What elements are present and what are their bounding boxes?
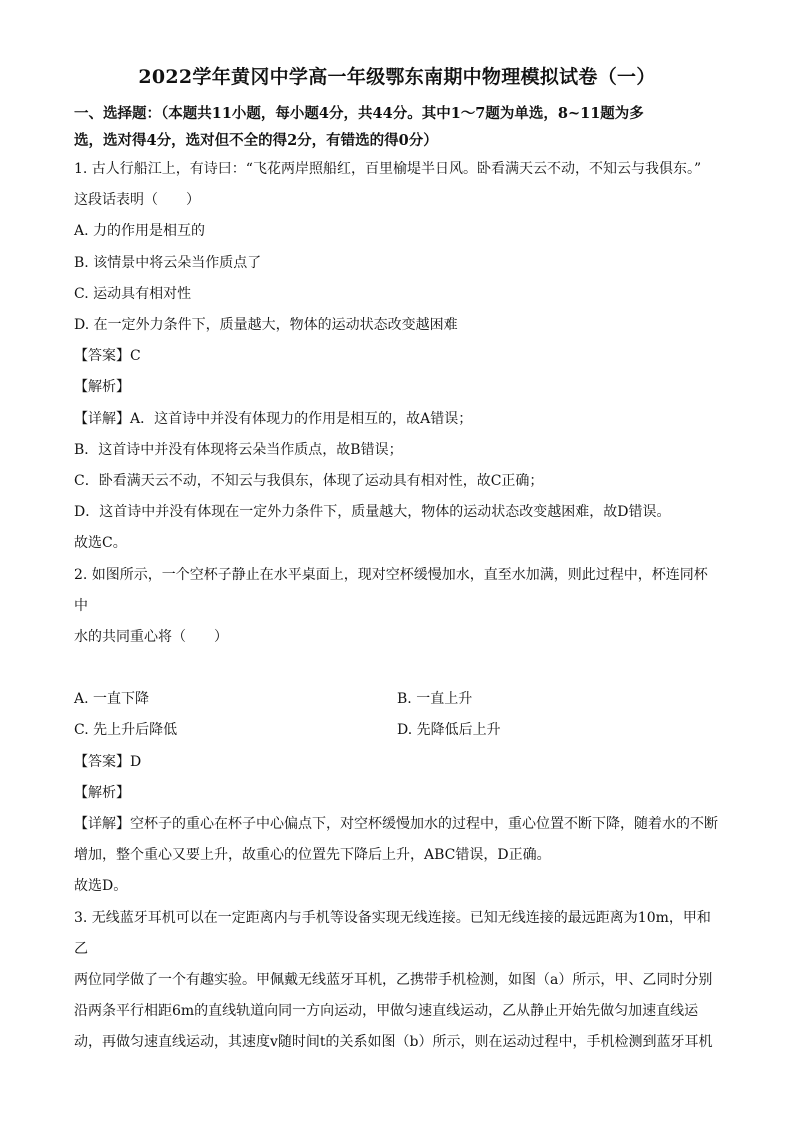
q1-answer-row	[74, 341, 720, 372]
q2-option-a: A. 一直下降	[74, 691, 150, 708]
section-heading-line-1: 一、选择题：（本题共11小题，每小题4分，共44分。其中1～7题为单选，8~11题为多	[74, 105, 644, 122]
q1-option-c: C. 运动具有相对性	[74, 285, 192, 302]
q1-stem-line-2: 这段话表明（ ）	[74, 192, 200, 209]
q1-stem-line-1: 1. 古人行船江上，有诗曰：“飞花两岸照船红，百里榆堤半日风。卧看满天云不动，不知云与我俱东。”	[74, 161, 702, 177]
q3-line-3: 沿两条平行相距6m的直线轨道向同一方向运动，甲做匀速直线运动，乙从静止开始先做匀加速直线运	[74, 1003, 699, 1020]
q2-figure-space	[74, 653, 720, 684]
q1-detail-b: B．这首诗中并没有体现将云朵当作质点，故B错误；	[74, 441, 403, 458]
q2-detail-line-1-text: 空杯子的重心在杯子中心偏点下，对空杯缓慢加水的过程中，重心位置不断下降，随着水的不断	[130, 816, 718, 833]
q1-answer-value: C	[130, 348, 141, 365]
q1-option-a: A. 力的作用是相互的	[74, 223, 206, 240]
q2-detail-line-2: 增加，整个重心又要上升，故重心的位置先下降后上升，ABC错误，D正确。	[74, 847, 551, 864]
q2-stem-line-2: 水的共同重心将（ ）	[74, 629, 228, 646]
q2-option-b: B. 一直上升	[397, 691, 473, 708]
q3-line-1: 3. 无线蓝牙耳机可以在一定距离内与手机等设备实现无线连接。已知无线连接的最远距离为10m，甲和乙	[74, 909, 711, 957]
question-1	[74, 154, 720, 560]
question-2	[74, 560, 720, 903]
q2-answer-value: D	[130, 753, 142, 770]
q1-detail-d: D．这首诗中并没有体现在一定外力条件下，质量越大，物体的运动状态改变越困难，故D错误。	[74, 504, 671, 521]
q2-stem-line-1: 2. 如图所示，一个空杯子静止在水平桌面上，现对空杯缓慢加水，直至水加满，则此过程中，杯连同杯中	[74, 566, 708, 614]
q1-analysis-tag: 【解析】	[74, 379, 130, 396]
q1-answer-tag: 【答案】	[74, 348, 130, 365]
q2-options	[74, 684, 720, 746]
q1-detail-c: C．卧看满天云不动，不知云与我俱东，体现了运动具有相对性，故C正确；	[74, 473, 544, 490]
q2-conclusion: 故选D。	[74, 878, 128, 895]
q3-line-4: 动，再做匀速直线运动，其速度v随时间t的关系如图（b）所示，则在运动过程中，手机检测到蓝牙耳机	[74, 1034, 713, 1051]
q2-detail-tag: 【详解】	[74, 816, 130, 833]
q2-analysis-tag: 【解析】	[74, 784, 130, 801]
q1-conclusion: 故选C。	[74, 535, 127, 552]
section-heading-line-2: 选，选对得4分，选对但不全的得2分，有错选的得0分）	[74, 132, 438, 149]
q2-answer-row	[74, 747, 720, 778]
q2-answer-tag: 【答案】	[74, 753, 130, 770]
q1-detail-a	[74, 404, 720, 435]
q2-option-c: C. 先上升后降低	[74, 722, 178, 739]
page-title: 2022学年黄冈中学高一年级鄂东南期中物理模拟试卷（一）	[138, 66, 656, 88]
q2-detail-line-1	[74, 809, 720, 840]
q1-option-d: D. 在一定外力条件下，质量越大，物体的运动状态改变越困难	[74, 317, 458, 334]
q1-detail-a-text: A．这首诗中并没有体现力的作用是相互的，故A错误；	[130, 410, 473, 427]
q2-option-d: D. 先降低后上升	[397, 722, 501, 739]
question-3	[74, 903, 720, 1059]
q1-option-b: B. 该情景中将云朵当作质点了	[74, 254, 262, 271]
q3-line-2: 两位同学做了一个有趣实验。甲佩戴无线蓝牙耳机，乙携带手机检测，如图（a）所示，甲、乙同时分别	[74, 972, 713, 989]
q1-detail-tag: 【详解】	[74, 410, 130, 427]
